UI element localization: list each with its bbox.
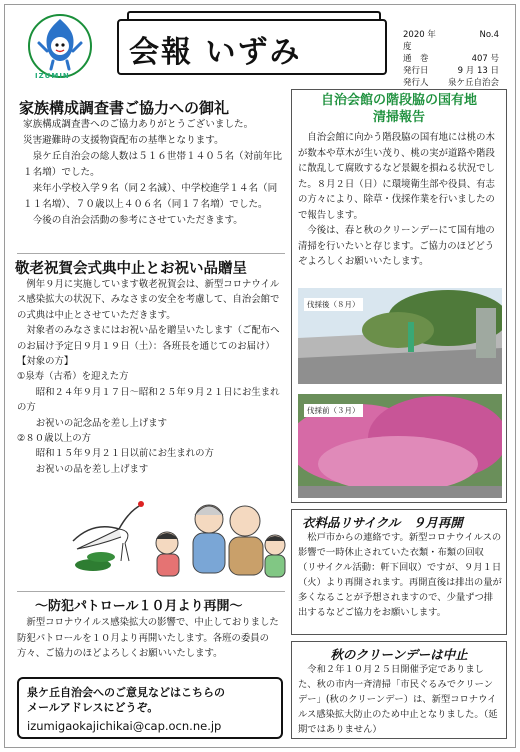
- newsletter-page: [4, 4, 516, 748]
- contact-line2: メールアドレスにどうぞ。: [27, 701, 159, 714]
- survey-body: 家族構成調査書へのご協力ありがとうございました。 災害避難時の支援物資配布の基準となります。 泉ケ丘自治会の総人数は５１６世帯１４０５名（対前年比１名増）でした。 来年小学校入学９名（同２名減）、中学校進学１４名（同１１名増）、７０歳以上４０６名（同１７名増）でした。 今後の自治会活動の参考にさせていただきます。: [23, 119, 283, 226]
- photo-before: [298, 394, 502, 498]
- cleanup-box: [291, 89, 507, 503]
- keiro-body: 例年９月に実施しています敬老祝賀会は、新型コロナウイルス感染拡大の状況下、みなさまの安全を考慮して、自治会館での式典は中止とさせていただきます。 対象者のみなさまにはお祝い品を贈呈いたします（ご配布へのお届け予定日９月１９日（土）：各班長を通じてのお届け） 【対象の方】 ①泉寿（古希）を迎えた方 昭和２４年９月１７日～昭和２５年９月２１日にお生まれの方 お祝いの記念品を差し上げます ②８０歳以上の方 昭和１５年９月２１日以前にお生まれの方 お祝いの品を差し上げます: [17, 279, 280, 475]
- recycle-body: 松戸市からの連絡です。新型コロナウイルスの影響で一時休止されていた衣類・布類の回収（リサイクル活動：軒下回収）ですが、９月１日（火）より再開されます。再開直後は排出の量が多くなることが予想されますので、少量ずつ排出するなどご協力をお願いします。: [298, 532, 502, 618]
- cleanday-box: [291, 641, 507, 739]
- patrol-body: 新型コロナウイルス感染拡大の影響で、中止しておりました防犯パトロールを１０月より再開いたします。各班の委員の方々、ご協力のほどよろしくお願いいたします。: [17, 617, 279, 659]
- photo-after: [298, 288, 502, 384]
- divider: [17, 253, 285, 254]
- patrol-heading: ～防犯パトロール１０月より再開～: [35, 599, 243, 614]
- recycle-box: [291, 509, 507, 635]
- mascot-logo: [27, 13, 93, 79]
- divider: [17, 591, 285, 592]
- keiro-heading: 敬老祝賀会式典中止とお祝い品贈呈: [15, 261, 247, 277]
- cleanup-body: 自治会館に向かう階段脇の国有地には桃の木が数本や草木が生い茂り、桃の実が道路や階段に散乱して腐敗するなど景観を損ねる状況でした。８月２日（日）に環境衛生部や役員、有志の方々により、除草・伐採作業を行いましたので報告します。 今後は、春と秋のクリーンデーにて国有地の清掃を行いたいと存じます。ご協力のほどどうぞよろしくお願いいたします。: [298, 132, 495, 267]
- logo-text: IZUMIN: [35, 72, 70, 80]
- cleanday-heading: 秋のクリーンデーは中止: [330, 647, 468, 662]
- contact-box: [17, 677, 283, 739]
- cleanday-body: 令和２年１０月２５日開催予定でありました、秋の市内一斉清掃「市民ぐるみでクリーンデー」(秋のクリーンデー）は、新型コロナウイルス感染拡大防止のため中止となりました。（延期ではありません）: [298, 664, 498, 735]
- masthead-title: 会報 いずみ: [129, 35, 302, 70]
- recycle-heading: 衣料品リサイクル ９月再開: [302, 515, 463, 530]
- contact-line1: 泉ケ丘自治会へのご意見などはこちらの: [27, 686, 225, 699]
- masthead-title-box: [117, 19, 387, 75]
- contact-email[interactable]: izumigaokajichikai@cap.ocn.ne.jp: [27, 719, 222, 733]
- issue-info: 2020 年度 No.4 通 巻 407 号 発行日 9 月 13 日 発行人 泉ケ丘自治会: [403, 30, 499, 88]
- cleanup-heading: 自治会館の階段脇の国有地 清掃報告: [320, 93, 477, 125]
- celebration-illustration: [63, 491, 287, 579]
- photo-before-label: 伐採前（３月）: [304, 404, 363, 417]
- survey-heading: 家族構成調査書ご協力への御礼: [19, 99, 230, 117]
- photo-after-label: 伐採後（８月）: [304, 298, 363, 311]
